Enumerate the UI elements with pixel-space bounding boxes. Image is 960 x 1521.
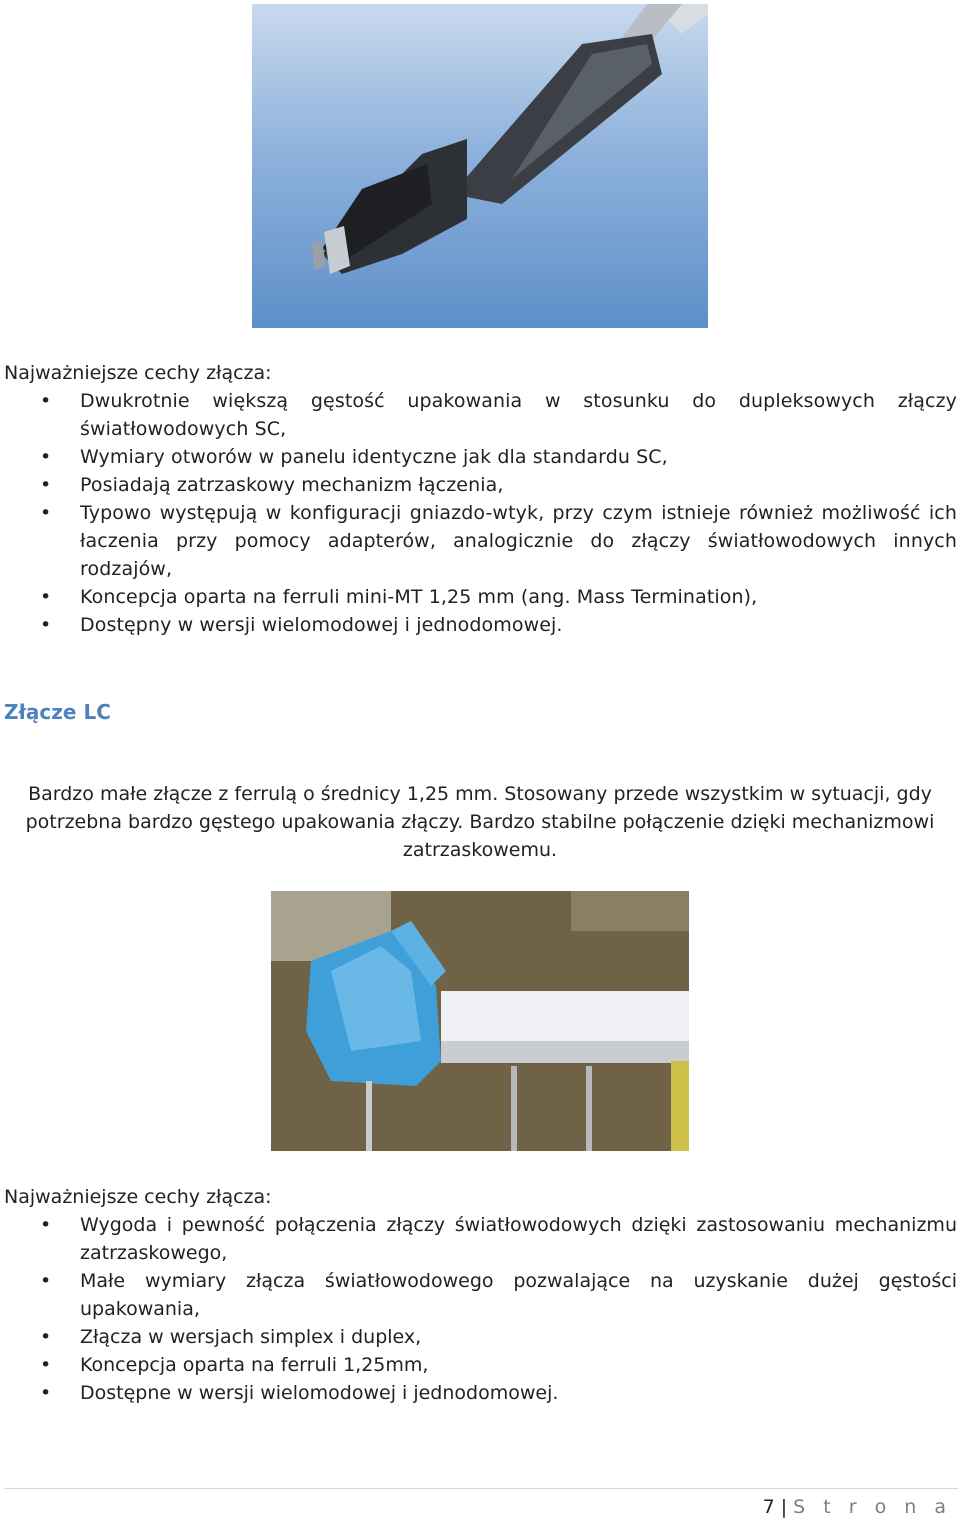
features-title-1: Najważniejsze cechy złącza: [4,362,272,384]
footer-divider [4,1488,958,1489]
bullet-icon: • [40,446,52,468]
bullet-icon: • [40,1382,52,1404]
list-item: • Złącza w wersjach simplex i duplex, [0,1323,957,1351]
footer-separator: | [780,1496,788,1518]
mtrj-connector-photo [252,4,708,328]
bullet-icon: • [40,1270,52,1292]
list-item: • Posiadają zatrzaskowy mechanizm łączenia, [0,471,957,499]
bullet-icon: • [40,502,52,524]
list-item: • Wygoda i pewność połączenia złączy światłowodowych dzięki zastosowaniu mechanizmu zatrzaskowego, [0,1211,957,1267]
bullet-icon: • [40,614,52,636]
list-item: • Małe wymiary złącza światłowodowego pozwalające na uzyskanie dużej gęstości upakowania, [0,1267,957,1323]
features-list-1 [0,387,957,639]
page-footer [763,1493,952,1521]
features-list-2 [0,1211,957,1407]
bullet-icon: • [40,1214,52,1236]
lc-description: Bardzo małe złącze z ferrulą o średnicy 1,25 mm. Stosowany przede wszystkim w sytuacji, gdy potrzebna bardzo gęstego upakowania złączy. Bardzo stabilne połączenie dzięki mechanizmowi zatrzaskowemu. [25,783,935,861]
list-item: • Typowo występują w konfiguracji gniazdo-wtyk, przy czym istnieje również możliwość ich łaczenia przy pomocy adapterów, analogicznie do złączy światłowodowych innych rodzajów, [0,499,957,583]
bullet-icon: • [40,1326,52,1348]
lc-connector-photo [271,891,689,1151]
list-item: • Koncepcja oparta na ferruli 1,25mm, [0,1351,957,1379]
list-item: • Dostępne w wersji wielomodowej i jednodomowej. [0,1379,957,1407]
list-item: • Wymiary otworów w panelu identyczne jak dla standardu SC, [0,443,957,471]
list-item: • Koncepcja oparta na ferruli mini-MT 1,25 mm (ang. Mass Termination), [0,583,957,611]
footer-label: S t r o n a [793,1496,952,1518]
list-item: • Dwukrotnie większą gęstość upakowania w stosunku do dupleksowych złączy światłowodowych SC, [0,387,957,443]
bullet-icon: • [40,1354,52,1376]
bullet-icon: • [40,586,52,608]
list-item: • Dostępny w wersji wielomodowej i jednodomowej. [0,611,957,639]
bullet-icon: • [40,474,52,496]
section-heading-lc: Złącze LC [4,700,111,724]
features-title-2: Najważniejsze cechy złącza: [4,1186,272,1208]
page-number: 7 [762,1496,775,1518]
bullet-icon: • [40,390,52,412]
